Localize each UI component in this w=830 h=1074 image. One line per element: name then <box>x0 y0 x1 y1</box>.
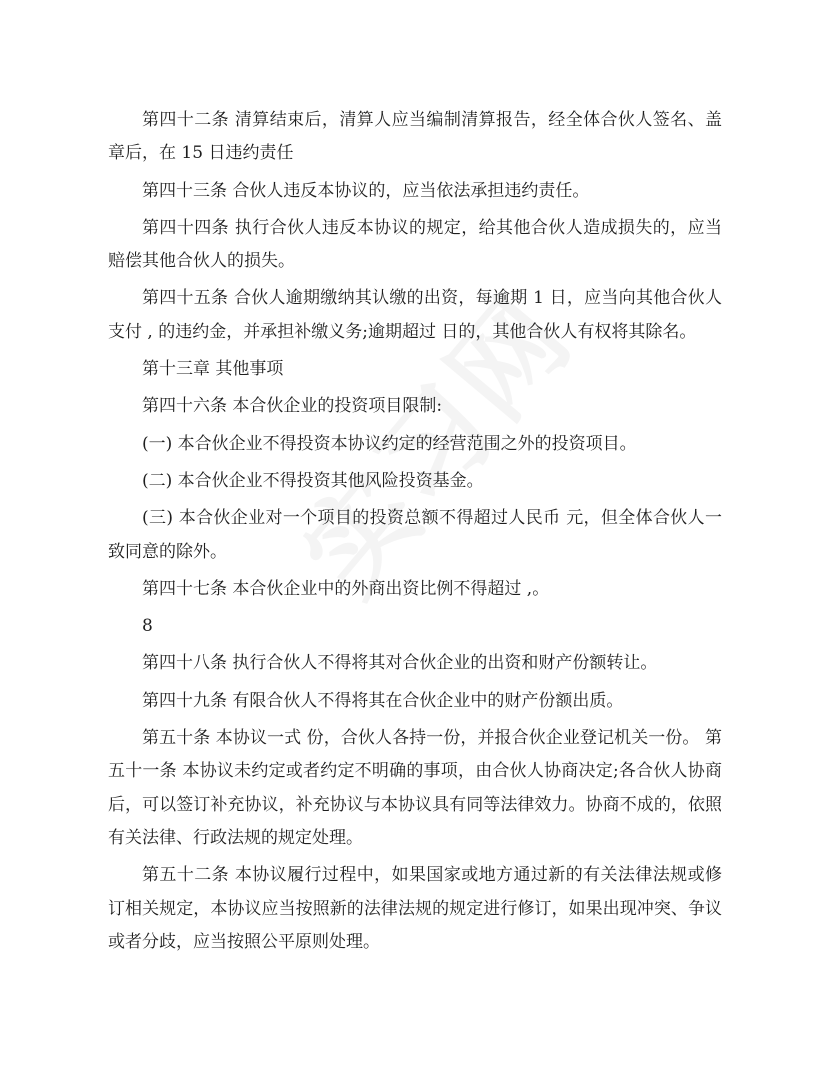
article-42: 第四十二条 清算结束后，清算人应当编制清算报告，经全体合伙人签名、盖章后，在 15 日违约责任 <box>108 110 722 164</box>
article-46: 第四十六条 本合伙企业的投资项目限制: <box>142 396 443 417</box>
article-48: 第四十八条 执行合伙人不得将其对合伙企业的出资和财产份额转让。 <box>142 653 658 674</box>
article-46-item-1: (一) 本合伙企业不得投资本协议约定的经营范围之外的投资项目。 <box>142 433 637 454</box>
article-46-item-3: (三) 本合伙企业对一个项目的投资总额不得超过人民币 元，但全体合伙人一致同意的除外。 <box>108 508 722 562</box>
article-50-51: 第五十条 本协议一式 份，合伙人各持一份，并报合伙企业登记机关一份。 第五十一条 本协议未约定或者约定不明确的事项，由合伙人协商决定;各合伙人协商后，可以签订补充协议，补充协议与本协议具有同等法律效力。协商不成的，依照有关法律、行政法规的规定处理。 <box>108 728 722 848</box>
chapter-13-heading: 第十三章 其他事项 <box>142 359 284 380</box>
article-52: 第五十二条 本协议履行过程中，如果国家或地方通过新的有关法律法规或修订相关规定，本协议应当按照新的法律法规的规定进行修订，如果出现冲突、争议或者分歧，应当按照公平原则处理。 <box>108 865 722 952</box>
document-body <box>108 104 722 963</box>
article-49: 第四十九条 有限合伙人不得将其在合伙企业中的财产份额出质。 <box>142 690 624 711</box>
article-43: 第四十三条 合伙人违反本协议的，应当依法承担违约责任。 <box>142 180 590 201</box>
article-46-item-2: (二) 本合伙企业不得投资其他风险投资基金。 <box>142 470 484 491</box>
article-44: 第四十四条 执行合伙人违反本协议的规定，给其他合伙人造成损失的，应当赔偿其他合伙人的损失。 <box>108 217 722 272</box>
article-47: 第四十七条 本合伙企业中的外商出资比例不得超过 ,。 <box>142 578 550 599</box>
article-45: 第四十五条 合伙人逾期缴纳其认缴的出资，每逾期 1 日，应当向其他合伙人支付 , 的违约金，并承担补缴义务;逾期超过 日的，其他合伙人有权将其除名。 <box>108 288 722 342</box>
page-number: 8 <box>142 616 153 637</box>
